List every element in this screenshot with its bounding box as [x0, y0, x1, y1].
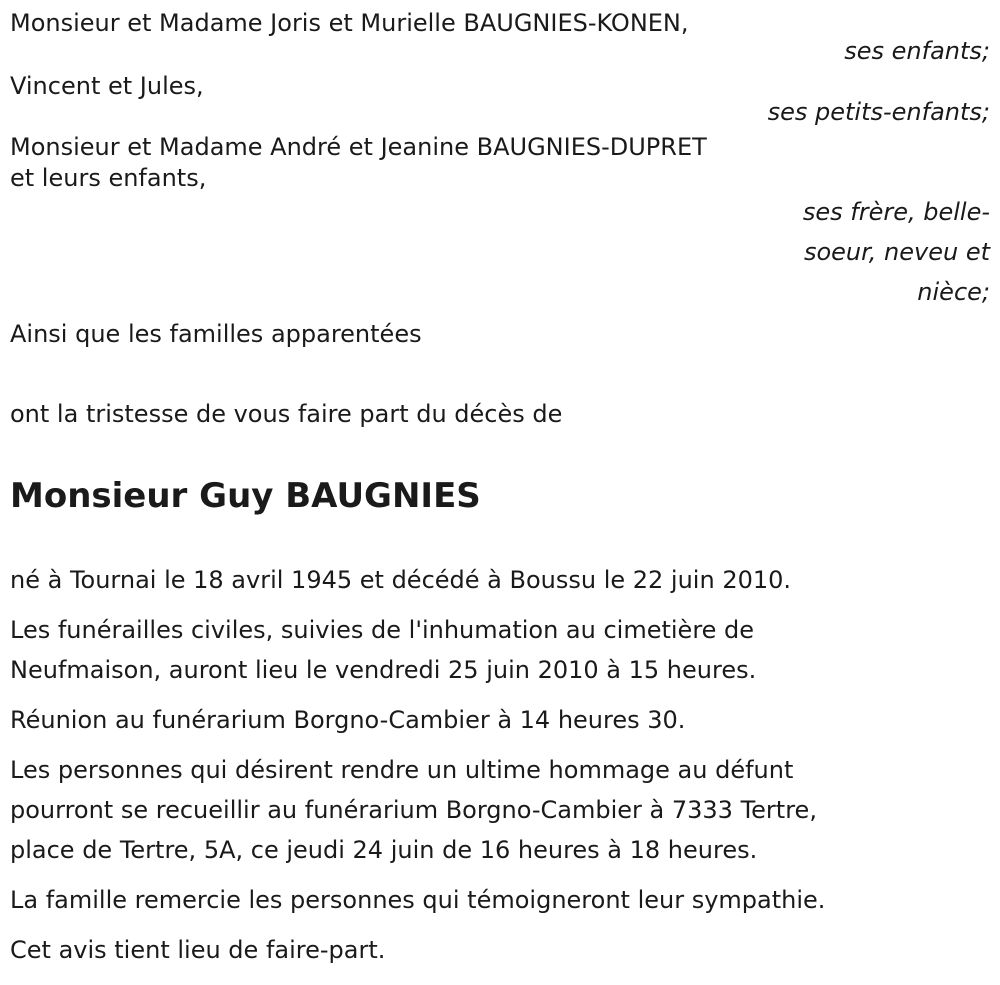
relation-label-block: [790, 192, 990, 312]
paragraph-line: Neufmaison, auront lieu le vendredi 25 juin 2010 à 15 heures.: [10, 656, 757, 684]
thanks-paragraph: [10, 880, 990, 920]
closing-paragraph: [10, 930, 990, 970]
paragraph-line: Réunion au funérarium Borgno-Cambier à 14 heures 30.: [10, 706, 686, 734]
meeting-paragraph: [10, 700, 990, 740]
family-member-line: Monsieur et Madame Joris et Murielle BAUGNIES-KONEN,: [10, 9, 689, 37]
relation-label: ses petits-enfants;: [767, 98, 990, 126]
paragraph-line: pourront se recueillir au funérarium Borgno-Cambier à 7333 Tertre,: [10, 796, 817, 824]
family-member-line: Monsieur et Madame André et Jeanine BAUGNIES-DUPRET: [10, 133, 707, 161]
funeral-paragraph: [10, 610, 990, 690]
paragraph-line: Cet avis tient lieu de faire-part.: [10, 936, 386, 964]
family-group-siblings: [10, 128, 990, 312]
death-notice: [10, 4, 990, 980]
tribute-paragraph: [10, 750, 990, 870]
paragraph-line: Les personnes qui désirent rendre un ultime hommage au défunt: [10, 756, 794, 784]
family-group-children: [10, 4, 990, 64]
paragraph-line: Les funérailles civiles, suivies de l'inhumation au cimetière de: [10, 616, 755, 644]
family-member-line: et leurs enfants,: [10, 164, 207, 192]
relation-label: soeur, neveu et: [803, 238, 990, 266]
intro-line: ont la tristesse de vous faire part du décès de: [10, 400, 563, 428]
family-member-line: Vincent et Jules,: [10, 72, 204, 100]
birth-death-paragraph: [10, 560, 990, 600]
paragraph-line: place de Tertre, 5A, ce jeudi 24 juin de 16 heures à 18 heures.: [10, 836, 758, 864]
family-group-grandchildren: [10, 68, 990, 126]
paragraph-line: né à Tournai le 18 avril 1945 et décédé à Boussu le 22 juin 2010.: [10, 566, 792, 594]
deceased-name: Monsieur Guy BAUGNIES: [10, 476, 481, 516]
paragraph-line: La famille remercie les personnes qui témoigneront leur sympathie.: [10, 886, 826, 914]
relation-label: nièce;: [917, 278, 990, 306]
relation-label: ses frère, belle-: [802, 198, 990, 226]
relation-label: ses enfants;: [844, 37, 990, 65]
notice-body: [10, 560, 990, 970]
relatives-line: Ainsi que les familles apparentées: [10, 320, 422, 348]
